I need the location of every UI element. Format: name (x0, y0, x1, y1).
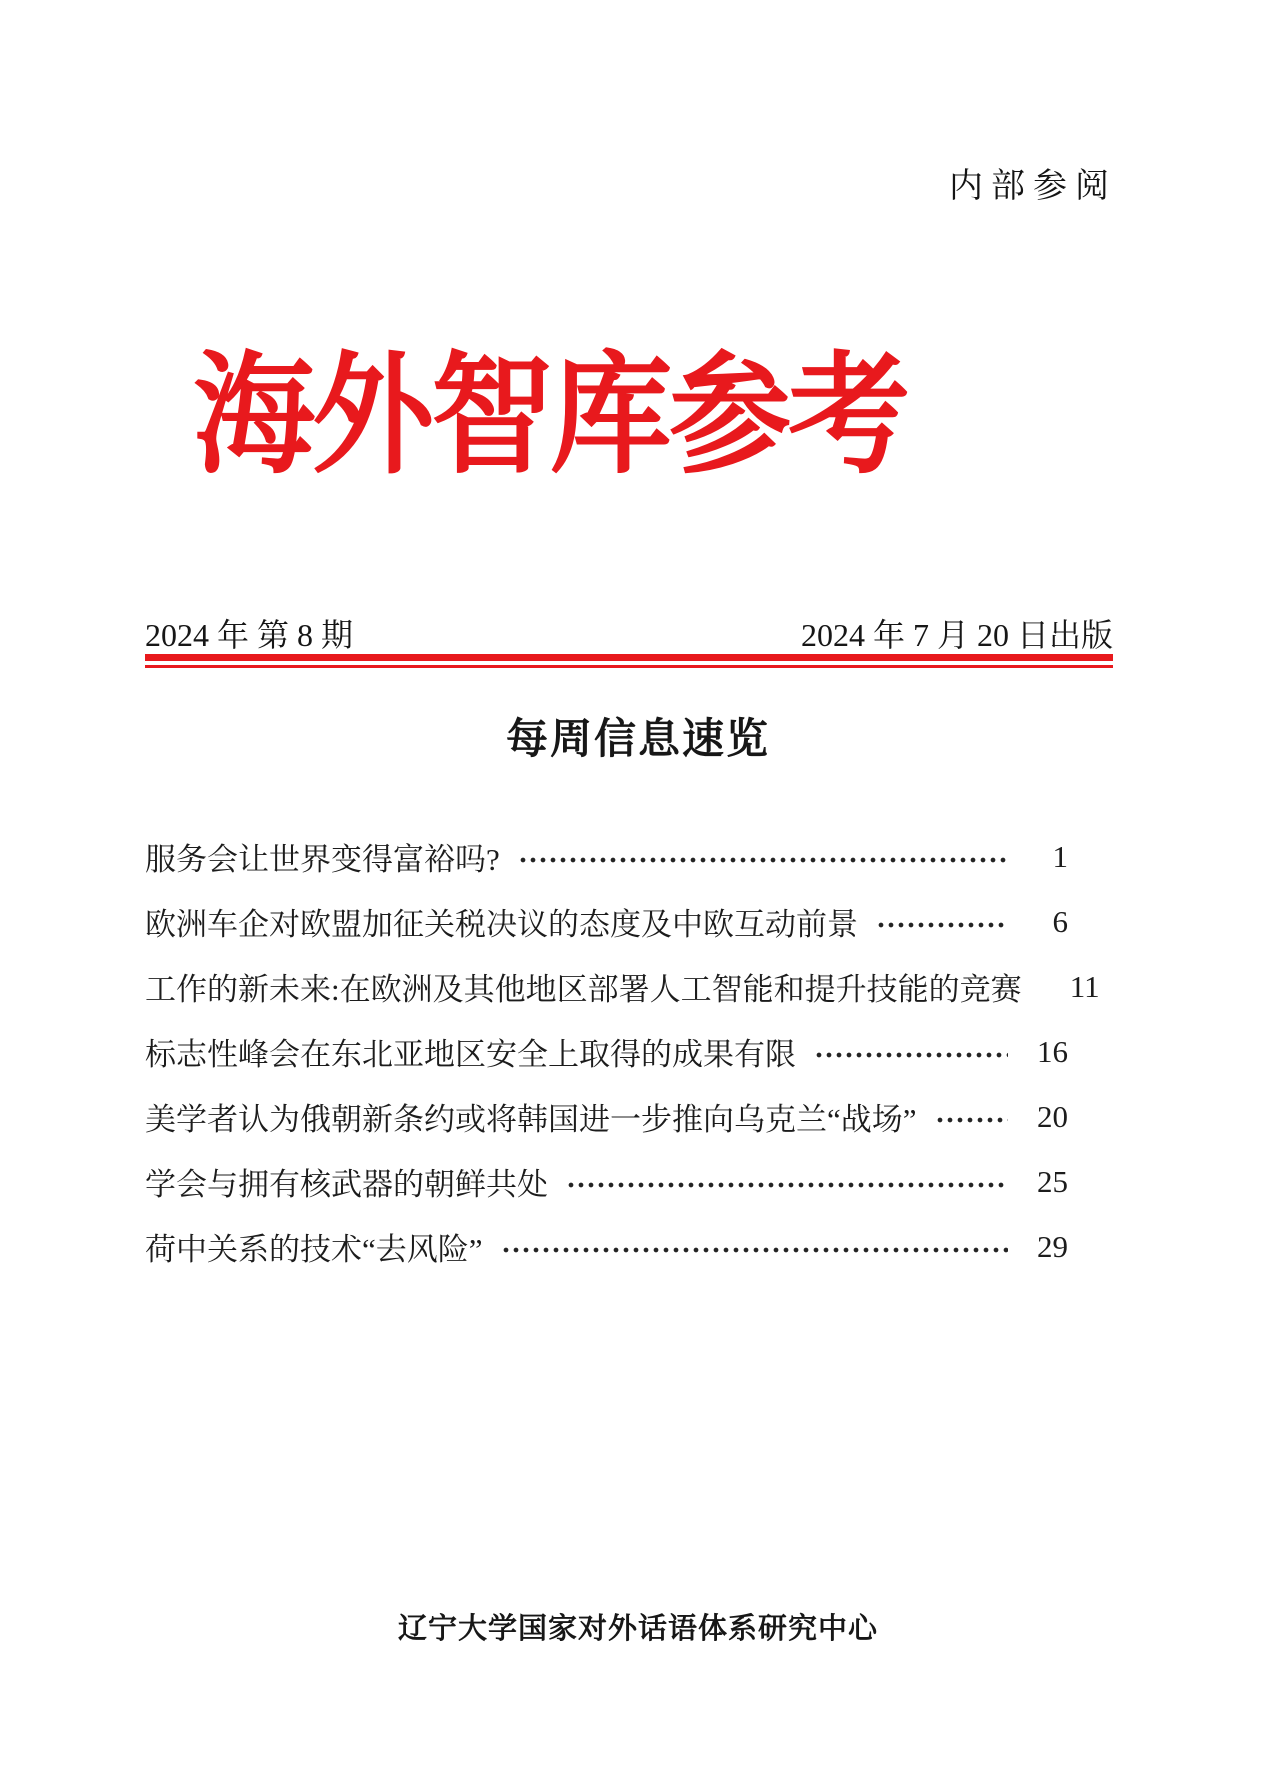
toc-entry (145, 889, 1068, 954)
issue-number: 2024 年 第 8 期 (145, 617, 354, 653)
toc-entry-title: 欧洲车企对欧盟加征关税决议的态度及中欧互动前景 (145, 907, 858, 942)
toc-entry-title: 荷中关系的技术“去风险” (145, 1232, 483, 1267)
issue-row (145, 610, 1113, 656)
toc-entry-page: 1 (1052, 838, 1068, 874)
confidential-label: 内部参阅 (949, 168, 1117, 205)
divider-thick (145, 654, 1113, 661)
divider-thin (145, 665, 1113, 668)
toc-entry-page: 6 (1052, 903, 1068, 939)
table-of-contents (145, 824, 1100, 1279)
dot-leader (814, 1051, 1008, 1059)
toc-entry (145, 954, 1100, 1019)
toc-entry-title: 学会与拥有核武器的朝鲜共处 (145, 1167, 548, 1202)
toc-entry-title: 服务会让世界变得富裕吗? (145, 842, 500, 877)
toc-entry-title: 工作的新未来:在欧洲及其他地区部署人工智能和提升技能的竞赛 (145, 972, 1022, 1007)
toc-entry-page: 29 (1037, 1228, 1068, 1264)
publish-date: 2024 年 7 月 20 日出版 (800, 617, 1113, 653)
toc-entry-title: 美学者认为俄朝新条约或将韩国进一步推向乌克兰“战场” (145, 1102, 917, 1137)
dot-leader (876, 921, 1008, 929)
toc-entry (145, 824, 1068, 889)
toc-entry (145, 1019, 1068, 1084)
toc-entry-page: 16 (1037, 1033, 1068, 1069)
publisher-organization: 辽宁大学国家对外话语体系研究中心 (397, 1613, 878, 1645)
toc-entry-title: 标志性峰会在东北亚地区安全上取得的成果有限 (145, 1037, 796, 1072)
dot-leader (935, 1116, 1008, 1124)
toc-entry-page: 11 (1069, 968, 1100, 1004)
toc-entry (145, 1084, 1068, 1149)
publication-title: 海外智库参考 (193, 344, 907, 490)
dot-leader (501, 1246, 1008, 1254)
dot-leader (566, 1181, 1008, 1189)
toc-entry (145, 1149, 1068, 1214)
dot-leader (518, 856, 1008, 864)
toc-heading: 每周信息速览 (505, 715, 770, 762)
toc-entry-page: 20 (1037, 1098, 1068, 1134)
toc-entry-page: 25 (1037, 1163, 1068, 1199)
toc-entry (145, 1214, 1068, 1279)
